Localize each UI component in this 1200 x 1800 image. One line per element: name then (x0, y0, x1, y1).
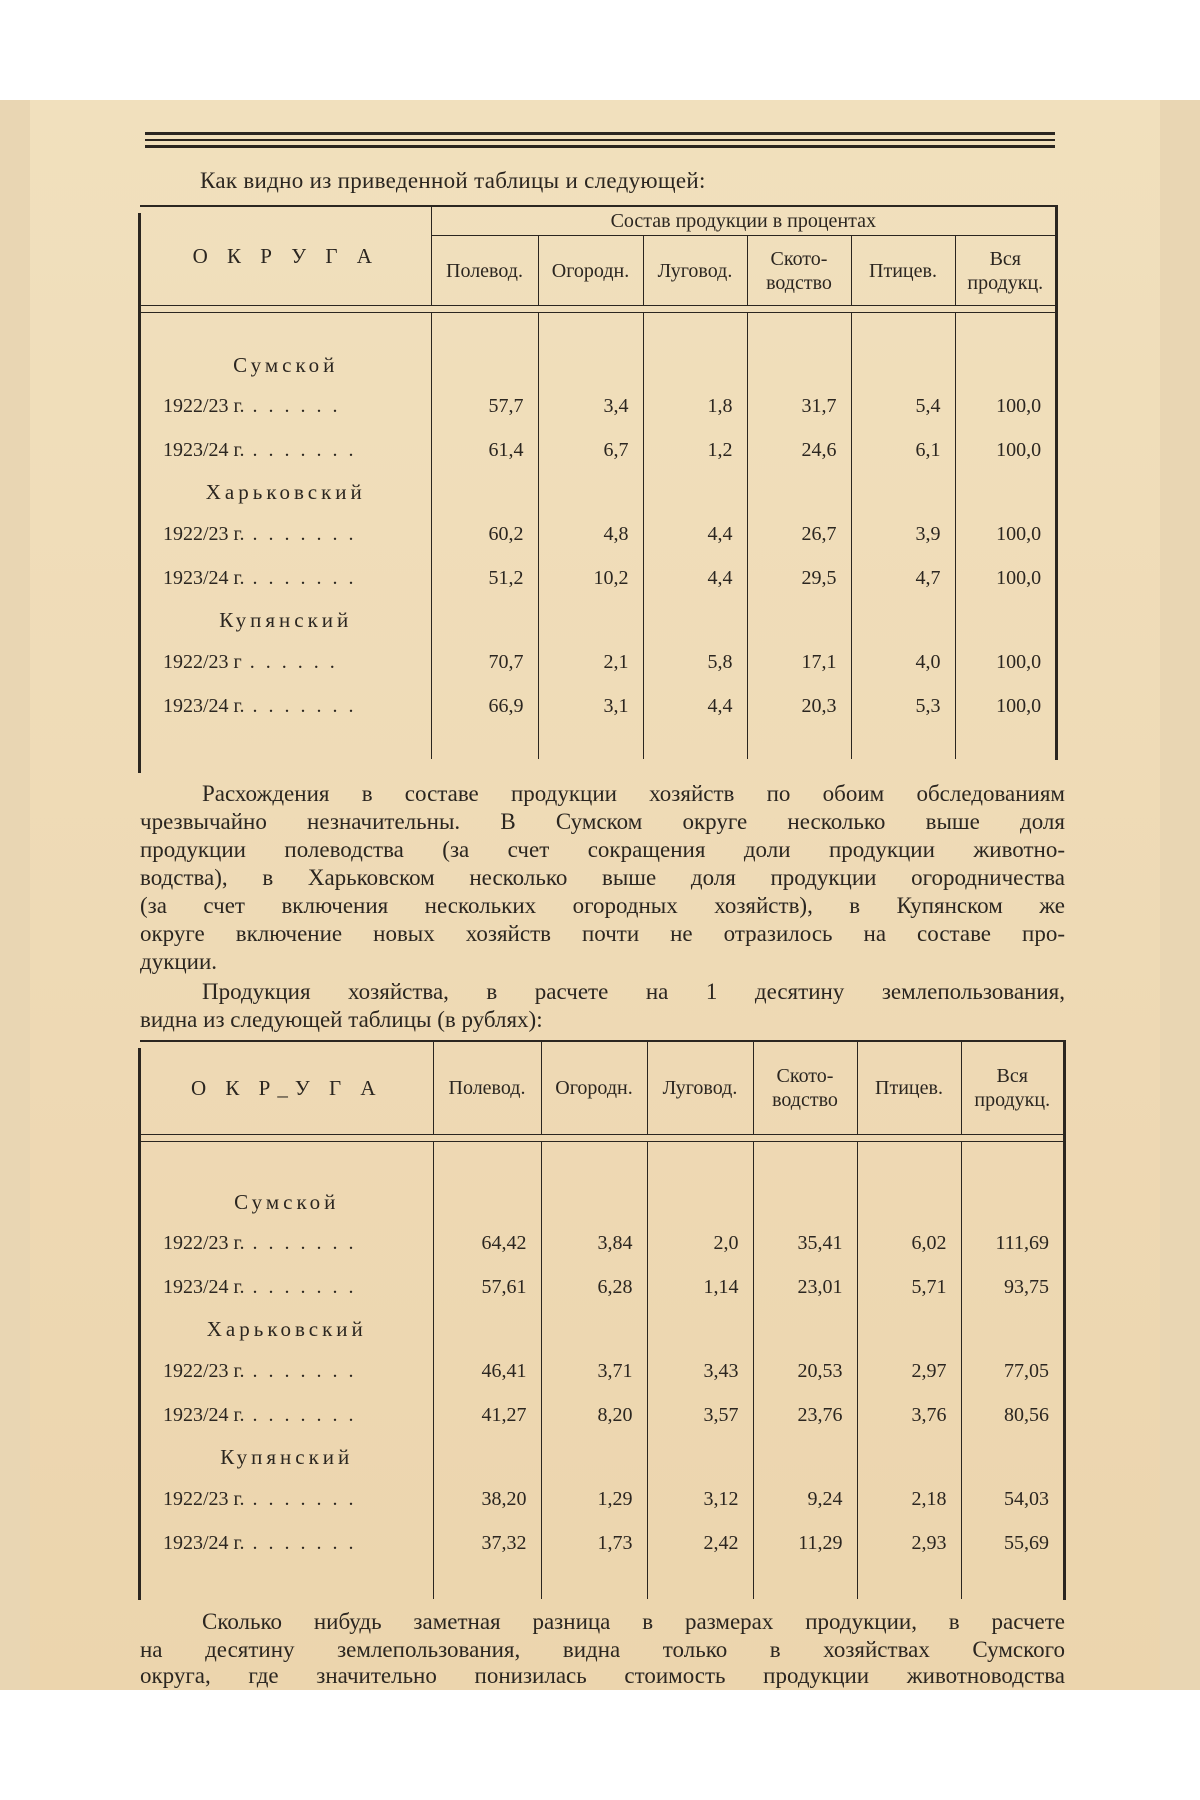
cell: 70,7 (431, 641, 538, 685)
paragraph-line: округа, где значительно понизилась стоимость продукции животноводства (140, 1663, 1065, 1688)
table-row: 1922/23 г. . . . . . . . 46,41 3,71 3,43 20,53 2,97 77,05 (141, 1349, 1063, 1393)
year-label: 1923/24 г. (163, 1275, 245, 1298)
paragraph-line: дукции. (140, 949, 218, 974)
header-rule (145, 132, 1055, 135)
group-name: Сумской (141, 1183, 433, 1221)
cell: 38,20 (433, 1477, 541, 1521)
cell: 6,28 (541, 1265, 647, 1309)
cell: 2,0 (647, 1221, 753, 1265)
cell: 26,7 (747, 513, 851, 557)
cell: 100,0 (996, 523, 1042, 545)
cell: 2,93 (857, 1521, 961, 1565)
paragraph-line: Продукция хозяйства, в расчете на 1 десятину землепользования, (202, 979, 1065, 1004)
column-header: Птицев. (851, 236, 955, 306)
cell: 3,4 (538, 385, 643, 429)
production-per-desyatina-table (141, 1042, 1063, 1599)
cell: 80,56 (1004, 1403, 1049, 1426)
cell: 3,71 (541, 1349, 647, 1393)
column-header: Огородн. (538, 236, 643, 306)
cell: 100,0 (996, 695, 1042, 717)
cell: 100,0 (996, 395, 1042, 417)
table-row: 1923/24 г. . . . . . . . 66,9 3,1 4,4 20,3 5,3 100,0 (141, 685, 1055, 729)
column-header: Ското- водство (753, 1042, 857, 1134)
cell: 3,9 (851, 513, 955, 557)
paragraph-line: Сколько нибудь заметная разница в размерах продукции, в расчете (202, 1609, 1065, 1634)
cell: 5,71 (857, 1265, 961, 1309)
cell: 24,6 (747, 429, 851, 473)
cell: 6,7 (538, 429, 643, 473)
table-row: 1923/24 г. . . . . . . . 41,27 8,20 3,57 23,76 3,76 80,56 (141, 1393, 1063, 1437)
cell: 35,41 (753, 1221, 857, 1265)
cell: 1,14 (647, 1265, 753, 1309)
cell: 51,2 (431, 557, 538, 601)
cell: 4,4 (643, 685, 747, 729)
year-label: 1923/24 г. (163, 1403, 245, 1426)
cell: 11,29 (753, 1521, 857, 1565)
table-row: 1923/24 г. . . . . . . . 51,2 10,2 4,4 29,5 4,7 100,0 (141, 557, 1055, 601)
cell: 57,7 (431, 385, 538, 429)
cell: 4,4 (643, 513, 747, 557)
year-label: 1922/23 г. (163, 523, 245, 545)
cell: 61,4 (431, 429, 538, 473)
table-row: 1923/24 г. . . . . . . . 61,4 6,7 1,2 24,6 6,1 100,0 (141, 429, 1055, 473)
paragraph-line: (за счет включения нескольких огородных хозяйств), в Купянском же (140, 893, 1065, 918)
column-header: Ското- водство (747, 236, 851, 306)
cell: 1,2 (643, 429, 747, 473)
cell: 93,75 (1004, 1275, 1049, 1298)
paragraph-line: Расхождения в составе продукции хозяйств по обоим обследованиям (202, 781, 1065, 806)
year-label: 1923/24 г. (163, 567, 245, 589)
column-header: Вся продукц. (967, 247, 1044, 294)
header-rule (145, 145, 1055, 148)
cell: 23,01 (753, 1265, 857, 1309)
cell: 111,69 (995, 1231, 1049, 1254)
cell: 8,20 (541, 1393, 647, 1437)
column-header: Луговод. (643, 236, 747, 306)
cell: 20,53 (753, 1349, 857, 1393)
paragraph-line: продукции полеводства (за счет сокращения доли продукции животно- (140, 837, 1065, 862)
paragraph-line: на десятину землепользования, видна только в хозяйствах Сумского (140, 1637, 1065, 1662)
cell: 1,73 (541, 1521, 647, 1565)
cell: 2,97 (857, 1349, 961, 1393)
column-header: Птицев. (857, 1042, 961, 1134)
paragraph-line: водства), в Харьковском несколько выше доля продукции огородничества (140, 865, 1065, 890)
column-header: Полевод. (431, 236, 538, 306)
cell: 1,8 (643, 385, 747, 429)
cell: 6,1 (851, 429, 955, 473)
cell: 31,7 (747, 385, 851, 429)
year-label: 1923/24 г. (163, 1531, 245, 1554)
group-name: Харьковский (141, 1309, 433, 1349)
cell: 100,0 (996, 567, 1042, 589)
table1-right-border (1055, 205, 1058, 760)
paragraph-line: округе включение новых хозяйств почти не отразилось на составе про- (140, 921, 1065, 946)
cell: 2,42 (647, 1521, 753, 1565)
cell: 4,0 (851, 641, 955, 685)
paragraph-line: чрезвычайно незначительны. В Сумском округе несколько выше доля (140, 809, 1065, 834)
cell: 77,05 (1004, 1359, 1049, 1382)
year-label: 1922/23 г (163, 651, 242, 673)
cell: 6,02 (857, 1221, 961, 1265)
year-label: 1922/23 г. (163, 1359, 245, 1382)
cell: 3,12 (647, 1477, 753, 1521)
cell: 3,1 (538, 685, 643, 729)
cell: 57,61 (433, 1265, 541, 1309)
group-name: Харьковский (141, 473, 431, 513)
group-name: Купянский (141, 1437, 433, 1477)
table-row: 1922/23 г. . . . . . . . 64,42 3,84 2,0 35,41 6,02 111,69 (141, 1221, 1063, 1265)
cell: 64,42 (433, 1221, 541, 1265)
cell: 41,27 (433, 1393, 541, 1437)
cell: 46,41 (433, 1349, 541, 1393)
column-header: Полевод. (433, 1042, 541, 1134)
cell: 55,69 (1004, 1531, 1049, 1554)
composition-percent-table (141, 207, 1055, 759)
cell: 23,76 (753, 1393, 857, 1437)
table-row: 1922/23 г . . . . . . 70,7 2,1 5,8 17,1 4,0 100,0 (141, 641, 1055, 685)
cell: 3,57 (647, 1393, 753, 1437)
cell: 5,8 (643, 641, 747, 685)
cell: 4,4 (643, 557, 747, 601)
year-label: 1923/24 г. (163, 695, 245, 717)
cell: 29,5 (747, 557, 851, 601)
cell: 60,2 (431, 513, 538, 557)
cell: 4,8 (538, 513, 643, 557)
cell: 3,43 (647, 1349, 753, 1393)
column-header: Вся продукц. (974, 1064, 1051, 1111)
cell: 20,3 (747, 685, 851, 729)
cell: 37,32 (433, 1521, 541, 1565)
header-rule (145, 139, 1055, 141)
table-row: 1923/24 г. . . . . . . . 57,61 6,28 1,14 23,01 5,71 93,75 (141, 1265, 1063, 1309)
table-row: 1923/24 г. . . . . . . . 37,32 1,73 2,42 11,29 2,93 55,69 (141, 1521, 1063, 1565)
column-header: Луговод. (647, 1042, 753, 1134)
table-row: 1922/23 г. . . . . . . . 38,20 1,29 3,12 9,24 2,18 54,03 (141, 1477, 1063, 1521)
year-label: 1922/23 г. (163, 395, 245, 417)
group-header: Состав продукции в процентах (431, 207, 1055, 236)
intro-text: Как видно из приведенной таблицы и следующей: (200, 168, 706, 193)
cell: 5,4 (851, 385, 955, 429)
cell: 17,1 (747, 641, 851, 685)
cell: 3,84 (541, 1221, 647, 1265)
cell: 54,03 (1004, 1487, 1049, 1510)
cell: 9,24 (753, 1477, 857, 1521)
cell: 100,0 (996, 651, 1042, 673)
cell: 1,29 (541, 1477, 647, 1521)
paragraph-line: видна из следующей таблицы (в рублях): (140, 1007, 543, 1032)
table-row: 1922/23 г. . . . . . . 57,7 3,4 1,8 31,7 5,4 100,0 (141, 385, 1055, 429)
cell: 4,7 (851, 557, 955, 601)
cell: 10,2 (538, 557, 643, 601)
table2-right-border (1063, 1040, 1066, 1600)
year-label: 1922/23 г. (163, 1231, 245, 1254)
table-row: 1922/23 г. . . . . . . . 60,2 4,8 4,4 26,7 3,9 100,0 (141, 513, 1055, 557)
cell: 66,9 (431, 685, 538, 729)
group-name: Сумской (141, 347, 431, 385)
cell: 3,76 (857, 1393, 961, 1437)
year-label: 1923/24 г. (163, 439, 245, 461)
cell: 2,18 (857, 1477, 961, 1521)
column-header: Огородн. (541, 1042, 647, 1134)
cell: 100,0 (996, 439, 1042, 461)
okruga-header: О К Р У Г А (141, 207, 431, 306)
group-name: Купянский (141, 601, 431, 641)
year-label: 1922/23 г. (163, 1487, 245, 1510)
okruga-header: О К Р_У Г А (141, 1042, 433, 1134)
cell: 2,1 (538, 641, 643, 685)
cell: 5,3 (851, 685, 955, 729)
